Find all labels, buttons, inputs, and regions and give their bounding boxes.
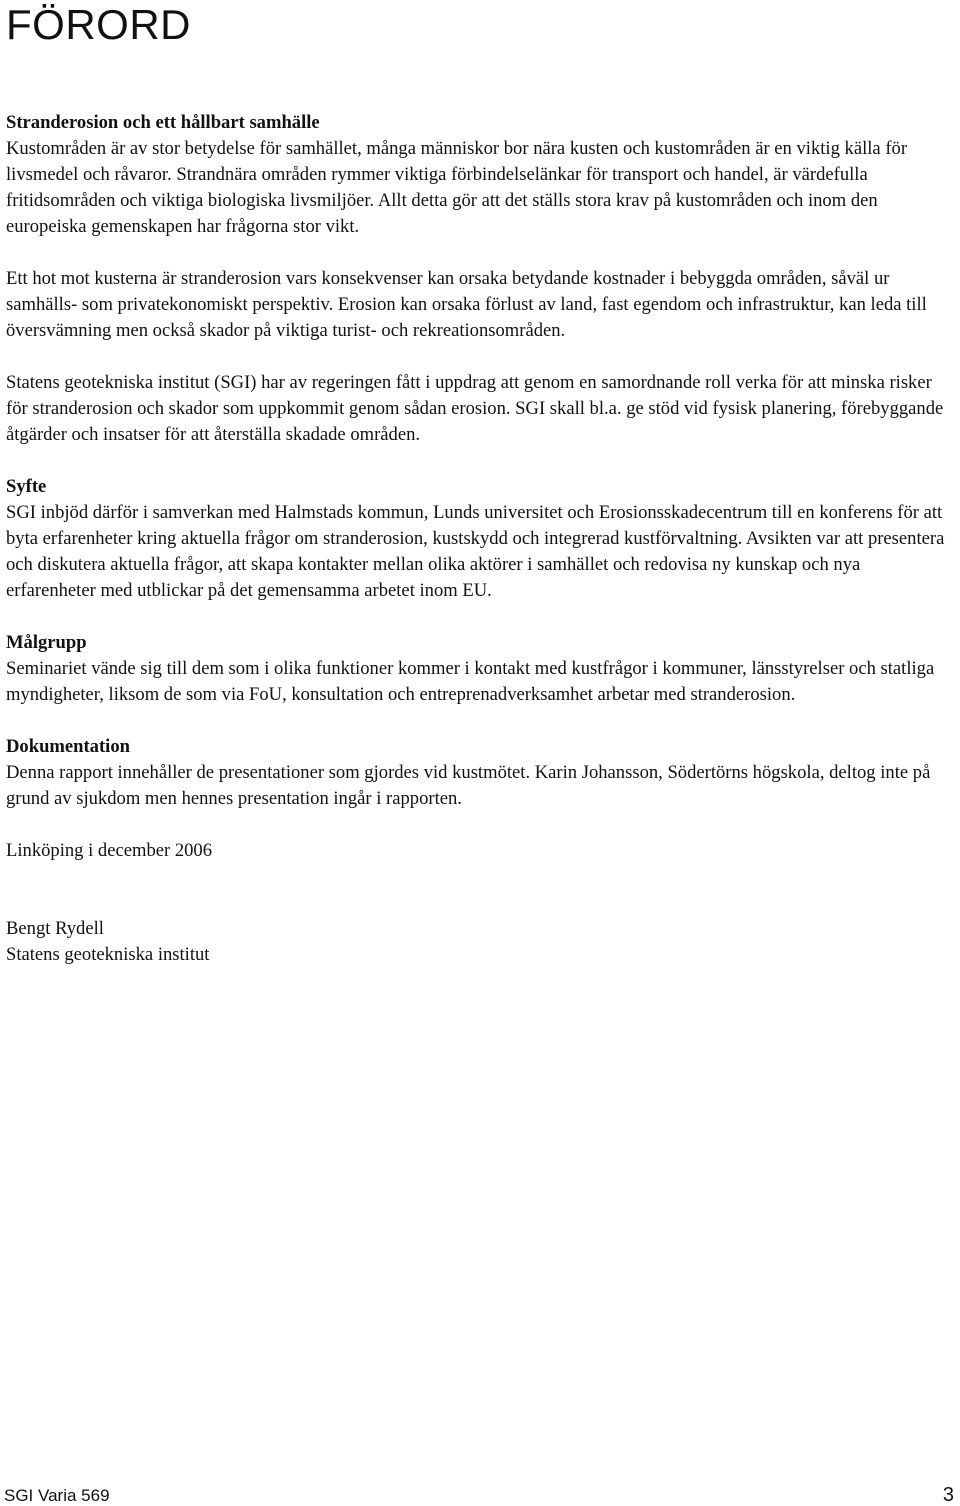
- section-heading: Syfte: [6, 476, 47, 497]
- section-stranderosion: [6, 110, 951, 448]
- signature-name: Bengt Rydell: [6, 918, 104, 939]
- place-date: Linköping i december 2006: [6, 840, 213, 861]
- section-heading: Dokumentation: [6, 736, 130, 757]
- signature-block: [6, 916, 951, 968]
- page-title: FÖRORD: [6, 1, 191, 48]
- paragraph: SGI inbjöd därför i samverkan med Halmstads kommun, Lunds universitet och Erosionsskadecentrum till en konferens för att byta erfarenheter kring aktuella frågor om stranderosion, kustskydd och integrerad kustförvaltning. Avsikten var att presentera och diskutera aktuella frågor, att skapa kontakter mellan olika aktörer i samhället och redovisa ny kunskap och nya erfarenheter med utblickar på det gemensamma arbetet inom EU.: [6, 502, 945, 601]
- section-syfte: [6, 474, 951, 604]
- document-body: [6, 110, 951, 968]
- paragraph: Seminariet vände sig till dem som i olika funktioner kommer i kontakt med kustfrågor i kommuner, länsstyrelser och statliga myndigheter, liksom de som via FoU, konsultation och entreprenadverksamhet arbetar med stranderosion.: [6, 658, 935, 705]
- section-malgrupp: [6, 630, 951, 708]
- section-heading: Målgrupp: [6, 632, 87, 653]
- paragraph: Statens geotekniska institut (SGI) har av regeringen fått i uppdrag att genom en samordnande roll verka för att minska risker för stranderosion och skador som uppkommit genom sådan erosion. SGI skall bl.a. ge stöd vid fysisk planering, förebyggande åtgärder och insatser för att återställa skadade områden.: [6, 372, 944, 445]
- section-dokumentation: [6, 734, 951, 812]
- footer-series: SGI Varia 569: [4, 1486, 110, 1505]
- page-number: 3: [942, 1484, 954, 1506]
- signature-organization: Statens geotekniska institut: [6, 944, 210, 965]
- paragraph: Kustområden är av stor betydelse för samhället, många människor bor nära kusten och kustområden är en viktig källa för livsmedel och råvaror. Strandnära områden rymmer viktiga förbindelselänkar för transport och handel, är värdefulla fritidsområden och viktiga biologiska livsmiljöer. Allt detta gör att det ställs stora krav på kustområden och inom den europeiska gemenskapen har frågorna stor vikt.: [6, 138, 908, 237]
- paragraph: Denna rapport innehåller de presentationer som gjordes vid kustmötet. Karin Johansson, Södertörns högskola, deltog inte på grund av sjukdom men hennes presentation ingår i rapporten.: [6, 762, 931, 809]
- paragraph: Ett hot mot kusterna är stranderosion vars konsekvenser kan orsaka betydande kostnader i bebyggda områden, såväl ur samhälls- som privatekonomiskt perspektiv. Erosion kan orsaka förlust av land, fast egendom och infrastruktur, kan leda till översvämning men också skador på viktiga turist- och rekreationsområden.: [6, 268, 927, 341]
- section-heading: Stranderosion och ett hållbart samhälle: [6, 112, 320, 133]
